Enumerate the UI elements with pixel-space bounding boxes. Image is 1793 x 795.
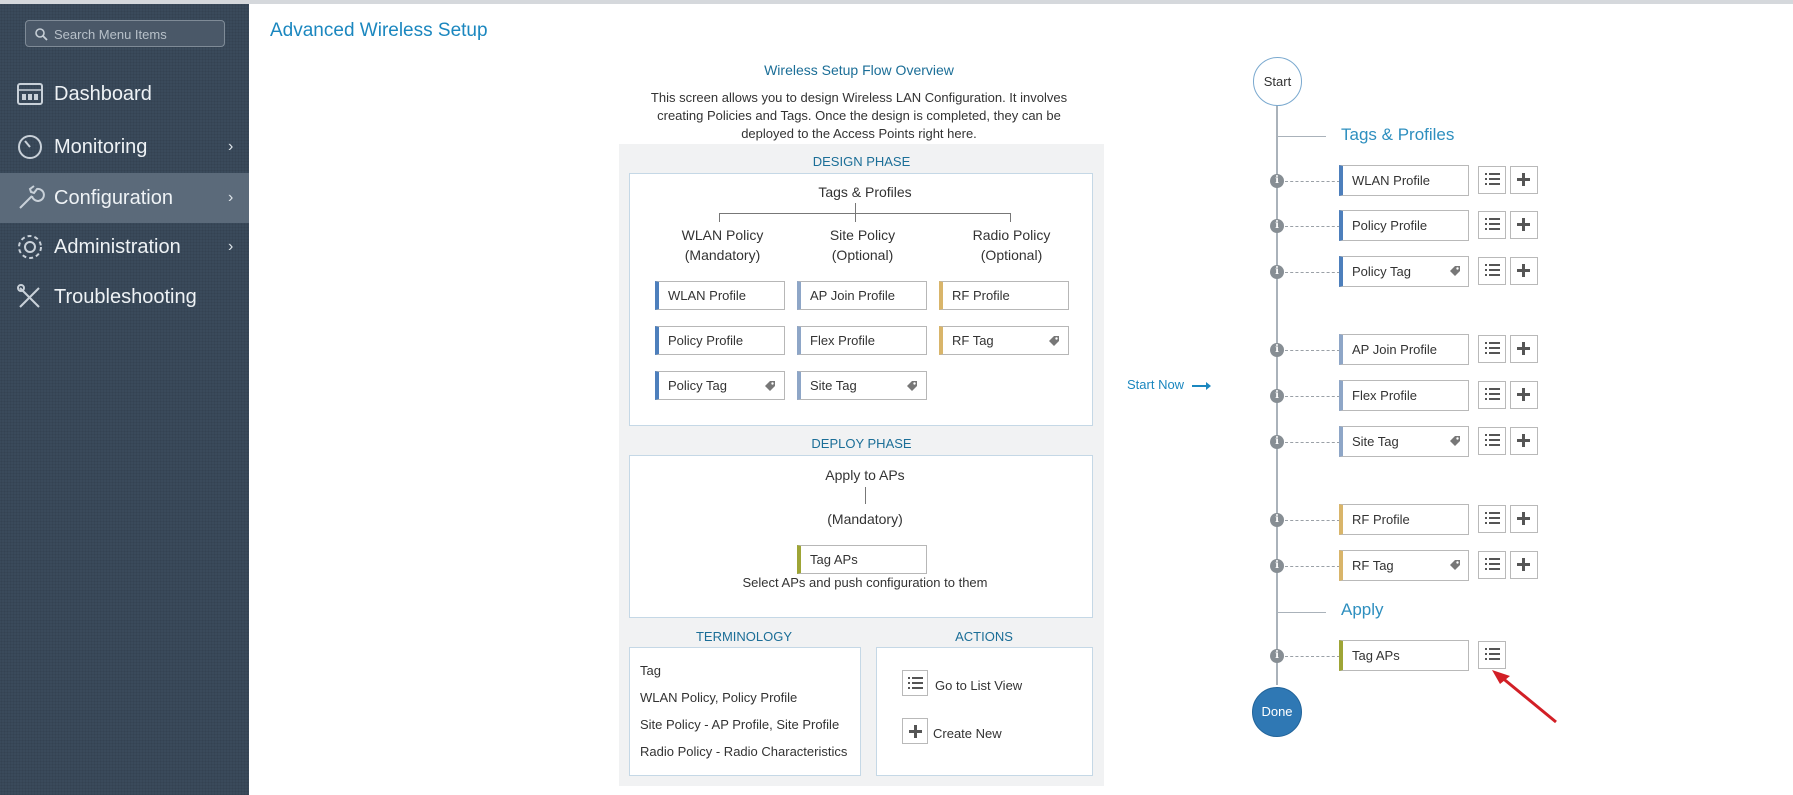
info-icon[interactable]: i bbox=[1270, 174, 1284, 188]
sidebar-item-administration[interactable] bbox=[0, 222, 249, 272]
sidebar-item-label: Troubleshooting bbox=[54, 286, 197, 308]
list-view-button[interactable] bbox=[1478, 166, 1506, 194]
site-policy-sub: (Optional) bbox=[831, 247, 894, 263]
deploy-title: Apply to APs bbox=[825, 467, 905, 483]
create-new-button[interactable] bbox=[1510, 166, 1538, 194]
tree-connector bbox=[855, 213, 856, 222]
sidebar-item-label: Configuration bbox=[54, 187, 173, 209]
info-icon[interactable]: i bbox=[1270, 559, 1284, 573]
create-new-button[interactable] bbox=[1510, 427, 1538, 455]
search-input[interactable] bbox=[25, 20, 225, 47]
flow-item-wlan-profile[interactable] bbox=[1339, 165, 1469, 196]
wlan-policy-sub: (Mandatory) bbox=[684, 247, 761, 263]
tree-connector bbox=[865, 487, 866, 504]
radio-policy-sub: (Optional) bbox=[980, 247, 1043, 263]
flow-item-rf-tag[interactable] bbox=[1339, 550, 1469, 581]
flow-item-label: Flex Profile bbox=[1352, 388, 1418, 403]
term-tag: Tag bbox=[640, 663, 661, 678]
actions-box bbox=[876, 647, 1093, 776]
design-phase-label: DESIGN PHASE bbox=[812, 154, 911, 169]
deploy-mandatory: (Mandatory) bbox=[827, 511, 903, 527]
list-view-button[interactable] bbox=[1478, 211, 1506, 239]
chevron-right-icon: › bbox=[228, 138, 234, 155]
design-root-label: Tags & Profiles bbox=[818, 184, 912, 200]
dotted-connector bbox=[1285, 396, 1340, 397]
create-new-button[interactable] bbox=[1510, 551, 1538, 579]
design-rf-tag-label: RF Tag bbox=[952, 333, 994, 348]
dotted-connector bbox=[1285, 442, 1340, 443]
info-icon[interactable]: i bbox=[1270, 389, 1284, 403]
flow-item-rf-profile[interactable] bbox=[1339, 504, 1469, 535]
tag-icon bbox=[1048, 335, 1060, 347]
term-wlan-policy: WLAN Policy, Policy Profile bbox=[640, 690, 798, 705]
list-view-button[interactable] bbox=[1478, 551, 1506, 579]
tag-icon bbox=[1449, 559, 1461, 574]
design-rf-profile: RF Profile bbox=[939, 281, 1069, 310]
flow-item-label: Tag APs bbox=[1352, 648, 1400, 663]
tree-connector bbox=[1010, 213, 1011, 222]
create-new-button[interactable] bbox=[1510, 505, 1538, 533]
flow-item-label: WLAN Profile bbox=[1352, 173, 1431, 188]
term-site-policy: Site Policy - AP Profile, Site Profile bbox=[640, 717, 840, 732]
gauge-icon bbox=[15, 133, 45, 161]
tag-icon bbox=[764, 380, 776, 392]
deploy-tag-aps: Tag APs bbox=[797, 545, 927, 574]
actions-label: ACTIONS bbox=[955, 629, 1013, 644]
tag-icon bbox=[906, 380, 918, 392]
list-view-icon bbox=[902, 670, 928, 696]
deploy-note: Select APs and push configuration to them bbox=[742, 575, 988, 590]
tools-icon bbox=[15, 283, 45, 311]
design-wlan-profile: WLAN Profile bbox=[655, 281, 785, 310]
sidebar-item-monitoring[interactable] bbox=[0, 122, 249, 172]
sidebar-item-label: Dashboard bbox=[54, 83, 152, 105]
start-now-label: Start Now bbox=[1127, 377, 1185, 392]
design-site-tag bbox=[797, 371, 927, 400]
section-connector bbox=[1277, 612, 1326, 613]
list-view-button[interactable] bbox=[1478, 641, 1506, 669]
flow-item-label: RF Profile bbox=[1352, 512, 1410, 527]
flow-start-node: Start bbox=[1253, 57, 1302, 106]
list-view-label: Go to List View bbox=[935, 678, 1023, 693]
dotted-connector bbox=[1285, 566, 1340, 567]
top-border bbox=[0, 0, 1793, 4]
create-new-label: Create New bbox=[933, 726, 1002, 741]
section-apply: Apply bbox=[1341, 600, 1384, 619]
section-connector bbox=[1277, 136, 1326, 137]
info-icon[interactable]: i bbox=[1270, 435, 1284, 449]
info-icon[interactable]: i bbox=[1270, 649, 1284, 663]
create-new-button[interactable] bbox=[1510, 257, 1538, 285]
tag-icon bbox=[1449, 435, 1461, 450]
chevron-right-icon: › bbox=[228, 238, 234, 255]
flow-item-site-tag[interactable] bbox=[1339, 426, 1469, 457]
arrow-right-icon bbox=[1192, 381, 1212, 391]
sidebar-item-label: Administration bbox=[54, 236, 181, 258]
terminology-box bbox=[629, 647, 861, 776]
tree-connector bbox=[719, 213, 1011, 214]
tree-connector bbox=[719, 213, 720, 222]
dotted-connector bbox=[1285, 656, 1340, 657]
sidebar-item-troubleshooting[interactable] bbox=[0, 272, 249, 322]
flow-done-node: Done bbox=[1252, 687, 1302, 737]
radio-policy-label: Radio Policy bbox=[972, 227, 1051, 243]
term-radio-policy: Radio Policy - Radio Characteristics bbox=[640, 744, 848, 759]
flow-item-ap-join-profile[interactable] bbox=[1339, 334, 1469, 365]
dotted-connector bbox=[1285, 226, 1340, 227]
sidebar-item-configuration[interactable] bbox=[0, 173, 249, 223]
sidebar-item-label: Monitoring bbox=[54, 136, 148, 158]
list-view-button[interactable] bbox=[1478, 505, 1506, 533]
flow-item-tag-aps[interactable] bbox=[1339, 640, 1469, 671]
flow-item-flex-profile[interactable] bbox=[1339, 380, 1469, 411]
list-view-button[interactable] bbox=[1478, 257, 1506, 285]
page-title: Advanced Wireless Setup bbox=[270, 20, 488, 41]
list-view-button[interactable] bbox=[1478, 427, 1506, 455]
design-policy-tag bbox=[655, 371, 785, 400]
annotation-arrow bbox=[1490, 668, 1560, 728]
flow-item-label: RF Tag bbox=[1352, 558, 1394, 573]
dotted-connector bbox=[1285, 181, 1340, 182]
gear-icon bbox=[15, 233, 45, 261]
start-now-link[interactable] bbox=[1127, 377, 1212, 392]
search-placeholder: Search Menu Items bbox=[54, 27, 167, 42]
dashboard-icon bbox=[15, 80, 45, 108]
flow-item-policy-tag[interactable] bbox=[1339, 256, 1469, 287]
chevron-right-icon: › bbox=[228, 189, 234, 206]
list-view-button[interactable] bbox=[1478, 335, 1506, 363]
dotted-connector bbox=[1285, 272, 1340, 273]
design-policy-profile: Policy Profile bbox=[655, 326, 785, 355]
info-icon[interactable]: i bbox=[1270, 265, 1284, 279]
info-icon[interactable]: i bbox=[1270, 343, 1284, 357]
flow-item-label: Policy Profile bbox=[1352, 218, 1428, 233]
search-icon bbox=[35, 28, 48, 41]
deploy-phase-label: DEPLOY PHASE bbox=[811, 436, 912, 451]
flow-item-label: Policy Tag bbox=[1352, 264, 1412, 279]
tag-icon bbox=[1449, 265, 1461, 280]
design-site-tag-label: Site Tag bbox=[810, 378, 857, 393]
site-policy-label: Site Policy bbox=[829, 227, 896, 243]
flow-item-label: AP Join Profile bbox=[1352, 342, 1438, 357]
tree-connector bbox=[855, 203, 856, 213]
terminology-label: TERMINOLOGY bbox=[695, 629, 793, 644]
info-icon[interactable]: i bbox=[1270, 513, 1284, 527]
flow-item-policy-profile[interactable] bbox=[1339, 210, 1469, 241]
wlan-policy-label: WLAN Policy bbox=[681, 227, 764, 243]
list-view-button[interactable] bbox=[1478, 381, 1506, 409]
section-tags-profiles: Tags & Profiles bbox=[1341, 125, 1455, 144]
dotted-connector bbox=[1285, 520, 1340, 521]
flow-item-label: Site Tag bbox=[1352, 434, 1399, 449]
design-ap-join-profile: AP Join Profile bbox=[797, 281, 927, 310]
design-policy-tag-label: Policy Tag bbox=[668, 378, 728, 393]
create-new-button[interactable] bbox=[1510, 211, 1538, 239]
create-new-button[interactable] bbox=[1510, 335, 1538, 363]
design-flex-profile: Flex Profile bbox=[797, 326, 927, 355]
info-icon[interactable]: i bbox=[1270, 219, 1284, 233]
overview-title: Wireless Setup Flow Overview bbox=[764, 62, 954, 78]
wrench-icon bbox=[15, 184, 45, 212]
sidebar-item-dashboard[interactable] bbox=[0, 69, 249, 119]
dotted-connector bbox=[1285, 350, 1340, 351]
design-rf-tag bbox=[939, 326, 1069, 355]
plus-icon bbox=[902, 718, 928, 744]
create-new-button[interactable] bbox=[1510, 381, 1538, 409]
overview-description: This screen allows you to design Wireless LAN Configuration. It involves creating Policies and Tags. Once the design is completed, they can be deployed to the Access Points right here. bbox=[650, 90, 1068, 141]
